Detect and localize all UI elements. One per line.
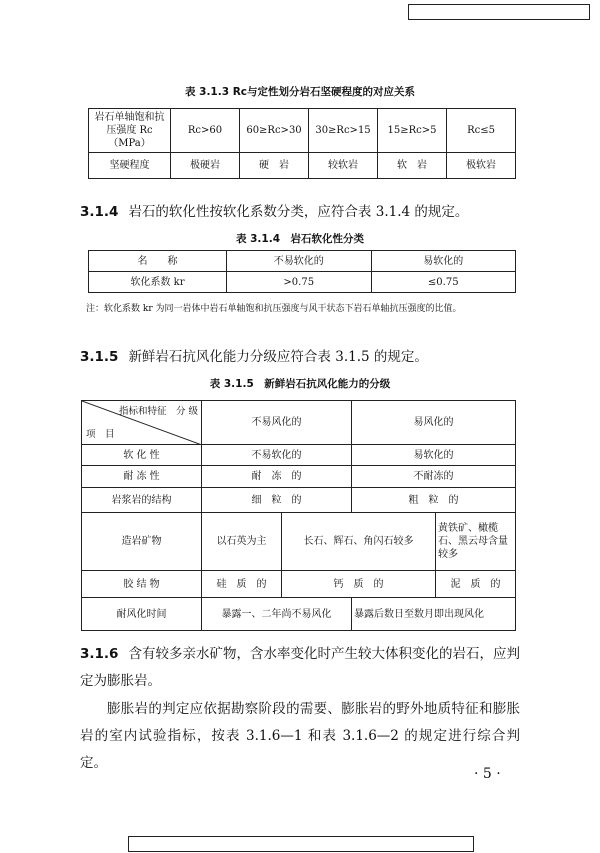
hardness-table — [88, 108, 516, 179]
table-cell: 极硬岩 — [171, 153, 240, 179]
table-cell: 钙 质 的 — [282, 571, 436, 598]
table-cell: 硬 岩 — [240, 153, 309, 179]
table-cell: Rc>60 — [171, 109, 240, 153]
table-cell: 易软化的 — [352, 445, 516, 466]
table-header: 不易软化的 — [227, 251, 372, 272]
table-row-header: 岩浆岩的结构 — [82, 488, 202, 513]
table-cell: 黄铁矿、橄榄石、黑云母含量较多 — [436, 513, 516, 571]
table-cell: 软 岩 — [378, 153, 447, 179]
table-caption: 表 3.1.4 岩石软化性分类 — [235, 233, 365, 245]
table-cell: 细 粒 的 — [202, 488, 352, 513]
table-cell: 暴露一、二年尚不易风化 — [202, 598, 352, 631]
diagonal-header-top: 指标和特征 分 级 — [118, 406, 198, 417]
section-heading — [80, 200, 468, 220]
table-header: 不易风化的 — [202, 401, 352, 445]
weathering-table — [81, 400, 516, 631]
section-text: 含有较多亲水矿物，含水率变化时产生较大体积变化的岩石，应判定为膨胀岩。 — [80, 646, 520, 689]
section-paragraph — [80, 641, 520, 695]
table-cell: 30≥Rc>15 — [309, 109, 378, 153]
diagonal-header-cell — [82, 401, 202, 445]
table-cell: 不易软化的 — [202, 445, 352, 466]
table-cell: 60≥Rc>30 — [240, 109, 309, 153]
table-row-header: 胶 结 物 — [82, 571, 202, 598]
body-paragraph: 膨胀岩的判定应依据勘察阶段的需要、膨胀岩的野外地质特征和膨胀岩的室内试验指标，按表 3.1.6—1 和表 3.1.6—2 的规定进行综合判定。 — [80, 701, 520, 771]
table-cell: 以石英为主 — [202, 513, 282, 571]
table-caption: 表 3.1.3 Rc与定性划分岩石坚硬程度的对应关系 — [184, 86, 415, 98]
table-cell: 不耐冻的 — [352, 466, 516, 488]
table-cell: 粗 粒 的 — [352, 488, 516, 513]
table-cell: 硅 质 的 — [202, 571, 282, 598]
table-caption: 表 3.1.5 新鲜岩石抗风化能力的分级 — [209, 378, 391, 390]
table-cell: 长石、辉石、角闪石较多 — [282, 513, 436, 571]
table-row-header: 耐 冻 性 — [82, 466, 202, 488]
section-text: 岩石的软化性按软化系数分类，应符合表 3.1.4 的规定。 — [128, 204, 469, 220]
table-cell: 暴露后数日至数月即出现风化 — [352, 598, 516, 631]
table-note: 注：软化系数 kr 为同一岩体中岩石单轴饱和抗压强度与风干状态下岩石单轴抗压强度的比值。 — [86, 304, 462, 314]
table-row-header: 软 化 性 — [82, 445, 202, 466]
table-cell: 较软岩 — [309, 153, 378, 179]
table-cell: 软化系数 kr — [89, 272, 227, 293]
section-text: 新鲜岩石抗风化能力分级应符合表 3.1.5 的规定。 — [128, 349, 428, 365]
footer-box — [128, 836, 474, 852]
softening-table — [88, 250, 516, 293]
table-cell: 极软岩 — [447, 153, 516, 179]
table-row-header: 岩石单轴饱和抗压强度 Rc（MPa） — [89, 109, 171, 153]
table-cell: >0.75 — [227, 272, 372, 293]
section-number: 3.1.5 — [80, 349, 119, 365]
table-cell: 15≥Rc>5 — [378, 109, 447, 153]
section-number: 3.1.4 — [80, 204, 119, 220]
section-heading — [80, 345, 428, 365]
table-row-header: 坚硬程度 — [89, 153, 171, 179]
table-cell: 耐 冻 的 — [202, 466, 352, 488]
page-number: · 5 · — [474, 766, 501, 782]
table-cell: 泥 质 的 — [436, 571, 516, 598]
table-header: 名 称 — [89, 251, 227, 272]
table-cell: ≤0.75 — [371, 272, 516, 293]
table-header: 易软化的 — [371, 251, 516, 272]
header-box — [408, 4, 590, 20]
diagonal-header-bottom: 项 目 — [86, 429, 115, 440]
table-row-header: 耐风化时间 — [82, 598, 202, 631]
table-header: 易风化的 — [352, 401, 516, 445]
table-cell: Rc≤5 — [447, 109, 516, 153]
table-row-header: 造岩矿物 — [82, 513, 202, 571]
section-number: 3.1.6 — [80, 646, 119, 662]
